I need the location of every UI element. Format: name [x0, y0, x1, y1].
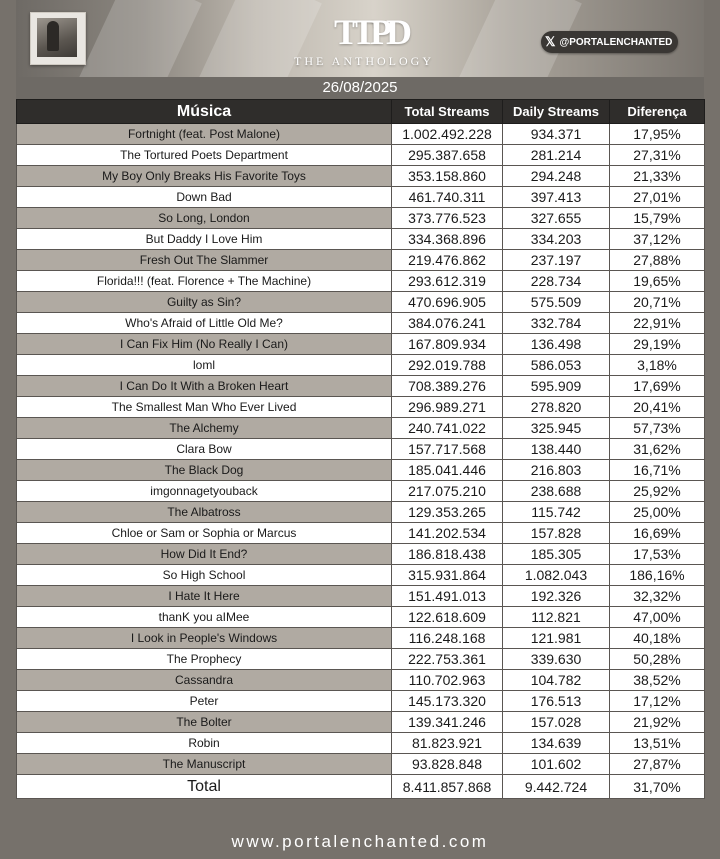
total-streams: 222.753.361: [392, 649, 503, 670]
table-row: [17, 124, 705, 145]
daily-streams: 115.742: [503, 502, 610, 523]
daily-streams: 185.305: [503, 544, 610, 565]
table-row: [17, 523, 705, 544]
song-title: So Long, London: [17, 208, 392, 229]
table-row: [17, 229, 705, 250]
difference: 15,79%: [610, 208, 705, 229]
difference: 19,65%: [610, 271, 705, 292]
table-row: [17, 166, 705, 187]
difference: 21,33%: [610, 166, 705, 187]
daily-streams: 157.028: [503, 712, 610, 733]
song-title: The Alchemy: [17, 418, 392, 439]
song-title: The Prophecy: [17, 649, 392, 670]
song-title: Cassandra: [17, 670, 392, 691]
difference: 40,18%: [610, 628, 705, 649]
song-title: So High School: [17, 565, 392, 586]
difference: 22,91%: [610, 313, 705, 334]
table-row: [17, 418, 705, 439]
song-title: The Black Dog: [17, 460, 392, 481]
difference: 16,71%: [610, 460, 705, 481]
song-title: Florida!!! (feat. Florence + The Machine): [17, 271, 392, 292]
table-row: [17, 733, 705, 754]
song-title: I Can Fix Him (No Really I Can): [17, 334, 392, 355]
difference: 27,01%: [610, 187, 705, 208]
ttpd-logo: TTPD: [334, 12, 407, 52]
total-streams: 292.019.788: [392, 355, 503, 376]
total-streams: 139.341.246: [392, 712, 503, 733]
total-streams: 1.002.492.228: [392, 124, 503, 145]
table-row: [17, 271, 705, 292]
total-streams: 81.823.921: [392, 733, 503, 754]
total-difference: 31,70%: [610, 775, 705, 799]
daily-streams: 1.082.043: [503, 565, 610, 586]
song-title: Fortnight (feat. Post Malone): [17, 124, 392, 145]
total-streams: 296.989.271: [392, 397, 503, 418]
difference: 20,41%: [610, 397, 705, 418]
daily-streams: 192.326: [503, 586, 610, 607]
total-streams: 93.828.848: [392, 754, 503, 775]
song-title: Guilty as Sin?: [17, 292, 392, 313]
social-handle-badge[interactable]: [541, 31, 678, 53]
daily-streams: 278.820: [503, 397, 610, 418]
total-streams: 122.618.609: [392, 607, 503, 628]
difference: 27,87%: [610, 754, 705, 775]
song-title: I Hate It Here: [17, 586, 392, 607]
daily-streams: 334.203: [503, 229, 610, 250]
daily-streams: 325.945: [503, 418, 610, 439]
total-streams: 129.353.265: [392, 502, 503, 523]
total-streams: 461.740.311: [392, 187, 503, 208]
difference: 17,12%: [610, 691, 705, 712]
daily-streams: 934.371: [503, 124, 610, 145]
total-streams: 315.931.864: [392, 565, 503, 586]
daily-streams: 134.639: [503, 733, 610, 754]
song-title: Chloe or Sam or Sophia or Marcus: [17, 523, 392, 544]
table-row: [17, 460, 705, 481]
difference: 17,95%: [610, 124, 705, 145]
daily-streams: 157.828: [503, 523, 610, 544]
column-header-song: Música: [17, 100, 392, 124]
table-row: [17, 565, 705, 586]
table-row: [17, 754, 705, 775]
song-title: Fresh Out The Slammer: [17, 250, 392, 271]
song-title: Peter: [17, 691, 392, 712]
difference: 47,00%: [610, 607, 705, 628]
column-header-total: Total Streams: [392, 100, 503, 124]
song-title: The Tortured Poets Department: [17, 145, 392, 166]
song-title: How Did It End?: [17, 544, 392, 565]
song-title: Down Bad: [17, 187, 392, 208]
difference: 17,53%: [610, 544, 705, 565]
difference: 27,88%: [610, 250, 705, 271]
song-title: Clara Bow: [17, 439, 392, 460]
difference: 186,16%: [610, 565, 705, 586]
table-row: [17, 691, 705, 712]
song-title: I Can Do It With a Broken Heart: [17, 376, 392, 397]
daily-streams: 575.509: [503, 292, 610, 313]
difference: 20,71%: [610, 292, 705, 313]
daily-streams: 228.734: [503, 271, 610, 292]
total-streams: 116.248.168: [392, 628, 503, 649]
table-row: [17, 712, 705, 733]
song-title: The Bolter: [17, 712, 392, 733]
anthology-subtitle: THE ANTHOLOGY: [294, 54, 434, 68]
daily-streams: 238.688: [503, 481, 610, 502]
column-header-daily: Daily Streams: [503, 100, 610, 124]
daily-streams: 104.782: [503, 670, 610, 691]
difference: 50,28%: [610, 649, 705, 670]
total-streams: 186.818.438: [392, 544, 503, 565]
table-row: [17, 292, 705, 313]
daily-streams: 112.821: [503, 607, 610, 628]
total-streams: 293.612.319: [392, 271, 503, 292]
daily-streams: 138.440: [503, 439, 610, 460]
table-row: [17, 145, 705, 166]
table-row: [17, 502, 705, 523]
daily-streams: 339.630: [503, 649, 610, 670]
difference: 29,19%: [610, 334, 705, 355]
daily-streams: 176.513: [503, 691, 610, 712]
album-cover: [30, 12, 86, 65]
table-row: [17, 250, 705, 271]
total-streams: 219.476.862: [392, 250, 503, 271]
daily-streams: 136.498: [503, 334, 610, 355]
total-streams: 470.696.905: [392, 292, 503, 313]
table-row: [17, 670, 705, 691]
difference: 57,73%: [610, 418, 705, 439]
daily-streams: 281.214: [503, 145, 610, 166]
website-footer[interactable]: www.portalenchanted.com: [231, 832, 489, 851]
daily-streams: 327.655: [503, 208, 610, 229]
table-row: [17, 481, 705, 502]
daily-streams: 332.784: [503, 313, 610, 334]
total-streams: 384.076.241: [392, 313, 503, 334]
difference: 3,18%: [610, 355, 705, 376]
song-title: My Boy Only Breaks His Favorite Toys: [17, 166, 392, 187]
header-banner: [16, 0, 704, 77]
daily-streams-sum: 9.442.724: [503, 775, 610, 799]
total-streams: 217.075.210: [392, 481, 503, 502]
total-streams: 141.202.534: [392, 523, 503, 544]
daily-streams: 397.413: [503, 187, 610, 208]
total-streams-sum: 8.411.857.868: [392, 775, 503, 799]
daily-streams: 586.053: [503, 355, 610, 376]
table-row: [17, 544, 705, 565]
table-total-row: [17, 775, 705, 799]
difference: 31,62%: [610, 439, 705, 460]
difference: 16,69%: [610, 523, 705, 544]
difference: 25,92%: [610, 481, 705, 502]
total-streams: 373.776.523: [392, 208, 503, 229]
difference: 38,52%: [610, 670, 705, 691]
difference: 37,12%: [610, 229, 705, 250]
song-title: But Daddy I Love Him: [17, 229, 392, 250]
table-row: [17, 313, 705, 334]
table-header-row: [17, 100, 705, 124]
total-streams: 157.717.568: [392, 439, 503, 460]
album-cover-figure: [47, 21, 59, 51]
total-streams: 110.702.963: [392, 670, 503, 691]
daily-streams: 216.803: [503, 460, 610, 481]
difference: 13,51%: [610, 733, 705, 754]
total-streams: 334.368.896: [392, 229, 503, 250]
total-streams: 151.491.013: [392, 586, 503, 607]
total-streams: 145.173.320: [392, 691, 503, 712]
song-title: Robin: [17, 733, 392, 754]
table-row: [17, 628, 705, 649]
daily-streams: 121.981: [503, 628, 610, 649]
table-row: [17, 208, 705, 229]
song-title: thanK you aIMee: [17, 607, 392, 628]
song-title: The Smallest Man Who Ever Lived: [17, 397, 392, 418]
song-title: The Albatross: [17, 502, 392, 523]
total-streams: 353.158.860: [392, 166, 503, 187]
total-streams: 240.741.022: [392, 418, 503, 439]
table-row: [17, 355, 705, 376]
song-title: Who's Afraid of Little Old Me?: [17, 313, 392, 334]
total-streams: 295.387.658: [392, 145, 503, 166]
daily-streams: 101.602: [503, 754, 610, 775]
table-row: [17, 334, 705, 355]
difference: 27,31%: [610, 145, 705, 166]
total-streams: 167.809.934: [392, 334, 503, 355]
social-handle: @PORTALENCHANTED: [559, 36, 673, 48]
song-title: I Look in People's Windows: [17, 628, 392, 649]
table-row: [17, 376, 705, 397]
table-row: [17, 649, 705, 670]
streams-table: [16, 99, 705, 799]
table-row: [17, 607, 705, 628]
difference: 17,69%: [610, 376, 705, 397]
difference: 25,00%: [610, 502, 705, 523]
song-title: loml: [17, 355, 392, 376]
total-streams: 185.041.446: [392, 460, 503, 481]
song-title: The Manuscript: [17, 754, 392, 775]
banner-texture: [70, 0, 202, 77]
daily-streams: 595.909: [503, 376, 610, 397]
column-header-diff: Diferença: [610, 100, 705, 124]
table-row: [17, 187, 705, 208]
daily-streams: 237.197: [503, 250, 610, 271]
difference: 32,32%: [610, 586, 705, 607]
table-row: [17, 397, 705, 418]
report-date: 26/08/2025: [16, 77, 704, 99]
total-streams: 708.389.276: [392, 376, 503, 397]
x-logo-icon: 𝕏: [545, 34, 556, 49]
song-title: imgonnagetyouback: [17, 481, 392, 502]
daily-streams: 294.248: [503, 166, 610, 187]
table-row: [17, 439, 705, 460]
difference: 21,92%: [610, 712, 705, 733]
total-label: Total: [17, 775, 392, 799]
table-row: [17, 586, 705, 607]
